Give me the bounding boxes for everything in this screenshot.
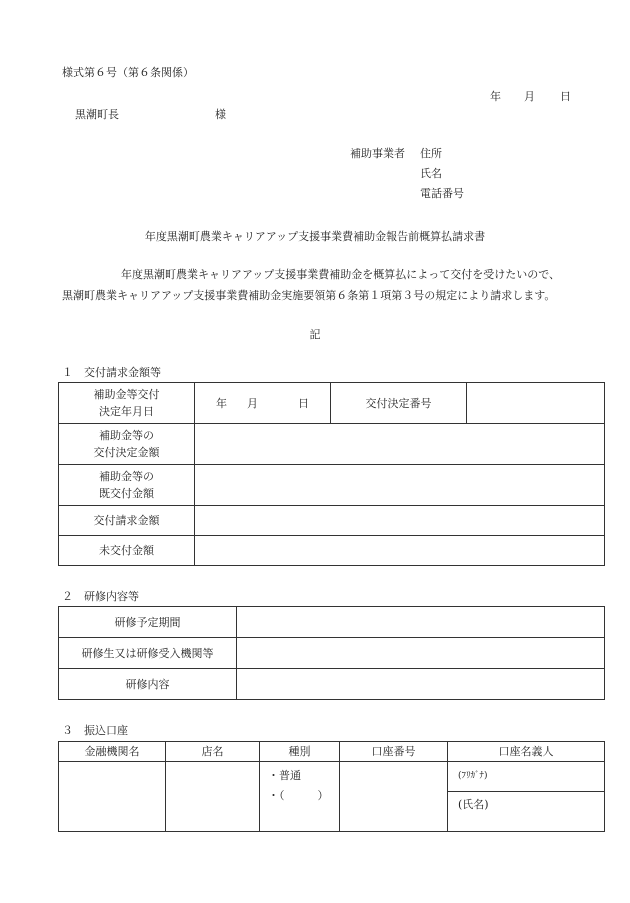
body-line-1: 年度黒潮町農業キャリアアップ支援事業費補助金を概算払によって交付を受けたいので、: [121, 268, 561, 281]
training-content-value[interactable]: [237, 669, 605, 700]
document-title: 年度黒潮町農業キャリアアップ支援事業費補助金報告前概算払請求書: [144, 230, 486, 243]
form-number: 様式第６号（第６条関係）: [62, 66, 194, 79]
account-type-other[interactable]: ・（ ）: [268, 789, 329, 802]
decided-amount-label: 補助金等の 交付決定金額: [59, 424, 195, 465]
section2-heading: ２ 研修内容等: [62, 590, 139, 603]
phone-label: 電話番号: [420, 187, 464, 200]
table-row: [59, 536, 605, 566]
decided-amount-value[interactable]: [195, 424, 605, 465]
decision-date-value[interactable]: 年 月 日: [195, 383, 331, 424]
section3-heading: ３ 振込口座: [62, 724, 128, 737]
training-table: [58, 606, 605, 700]
addressee: 黒潮町長: [75, 108, 119, 121]
training-period-label: 研修予定期間: [59, 607, 237, 638]
table-row: [59, 762, 605, 792]
table-row: [59, 607, 605, 638]
section1-heading: １ 交付請求金額等: [62, 366, 161, 379]
account-holder-header: 口座名義人: [448, 742, 605, 762]
unpaid-amount-value[interactable]: [195, 536, 605, 566]
request-amount-table: [58, 382, 605, 566]
table-row: [59, 638, 605, 669]
address-label: 住所: [420, 147, 442, 160]
applicant-role: 補助事業者: [350, 147, 405, 160]
branch-name-header: 店名: [166, 742, 260, 762]
unpaid-amount-label: 未交付金額: [59, 536, 195, 566]
request-amount-label: 交付請求金額: [59, 506, 195, 536]
paid-amount-label: 補助金等の 既交付金額: [59, 465, 195, 506]
trainee-institution-value[interactable]: [237, 638, 605, 669]
body-line-2: 黒潮町農業キャリアアップ支援事業費補助金実施要領第６条第１項第３号の規定により請求します。: [62, 289, 556, 302]
decision-number-value[interactable]: [467, 383, 605, 424]
account-number-header: 口座番号: [340, 742, 448, 762]
request-amount-value[interactable]: [195, 506, 605, 536]
bank-account-table: [58, 741, 605, 832]
decision-date-label: 補助金等交付 決定年月日: [59, 383, 195, 424]
bank-name-header: 金融機関名: [59, 742, 166, 762]
paid-amount-value[interactable]: [195, 465, 605, 506]
table-row: [59, 465, 605, 506]
date-month-label: 月: [524, 90, 535, 103]
branch-name-value[interactable]: [166, 762, 260, 832]
training-content-label: 研修内容: [59, 669, 237, 700]
furigana-field[interactable]: (ﾌﾘｶﾞﾅ): [448, 762, 605, 792]
account-number-value[interactable]: [340, 762, 448, 832]
holder-name-field[interactable]: (氏名): [448, 792, 605, 832]
table-row: [59, 669, 605, 700]
trainee-institution-label: 研修生又は研修受入機関等: [59, 638, 237, 669]
date-day-label: 日: [560, 90, 571, 103]
date-year-label: 年: [490, 90, 501, 103]
honorific: 様: [215, 108, 226, 121]
bank-name-value[interactable]: [59, 762, 166, 832]
account-type-options[interactable]: [260, 762, 340, 832]
account-type-ordinary[interactable]: ・普通: [268, 769, 301, 782]
ki-mark: 記: [309, 328, 321, 341]
table-row: [59, 742, 605, 762]
table-row: [59, 506, 605, 536]
training-period-value[interactable]: [237, 607, 605, 638]
table-row: [59, 424, 605, 465]
name-label: 氏名: [420, 167, 442, 180]
account-type-header: 種別: [260, 742, 340, 762]
table-row: [59, 383, 605, 424]
decision-number-label: 交付決定番号: [331, 383, 467, 424]
